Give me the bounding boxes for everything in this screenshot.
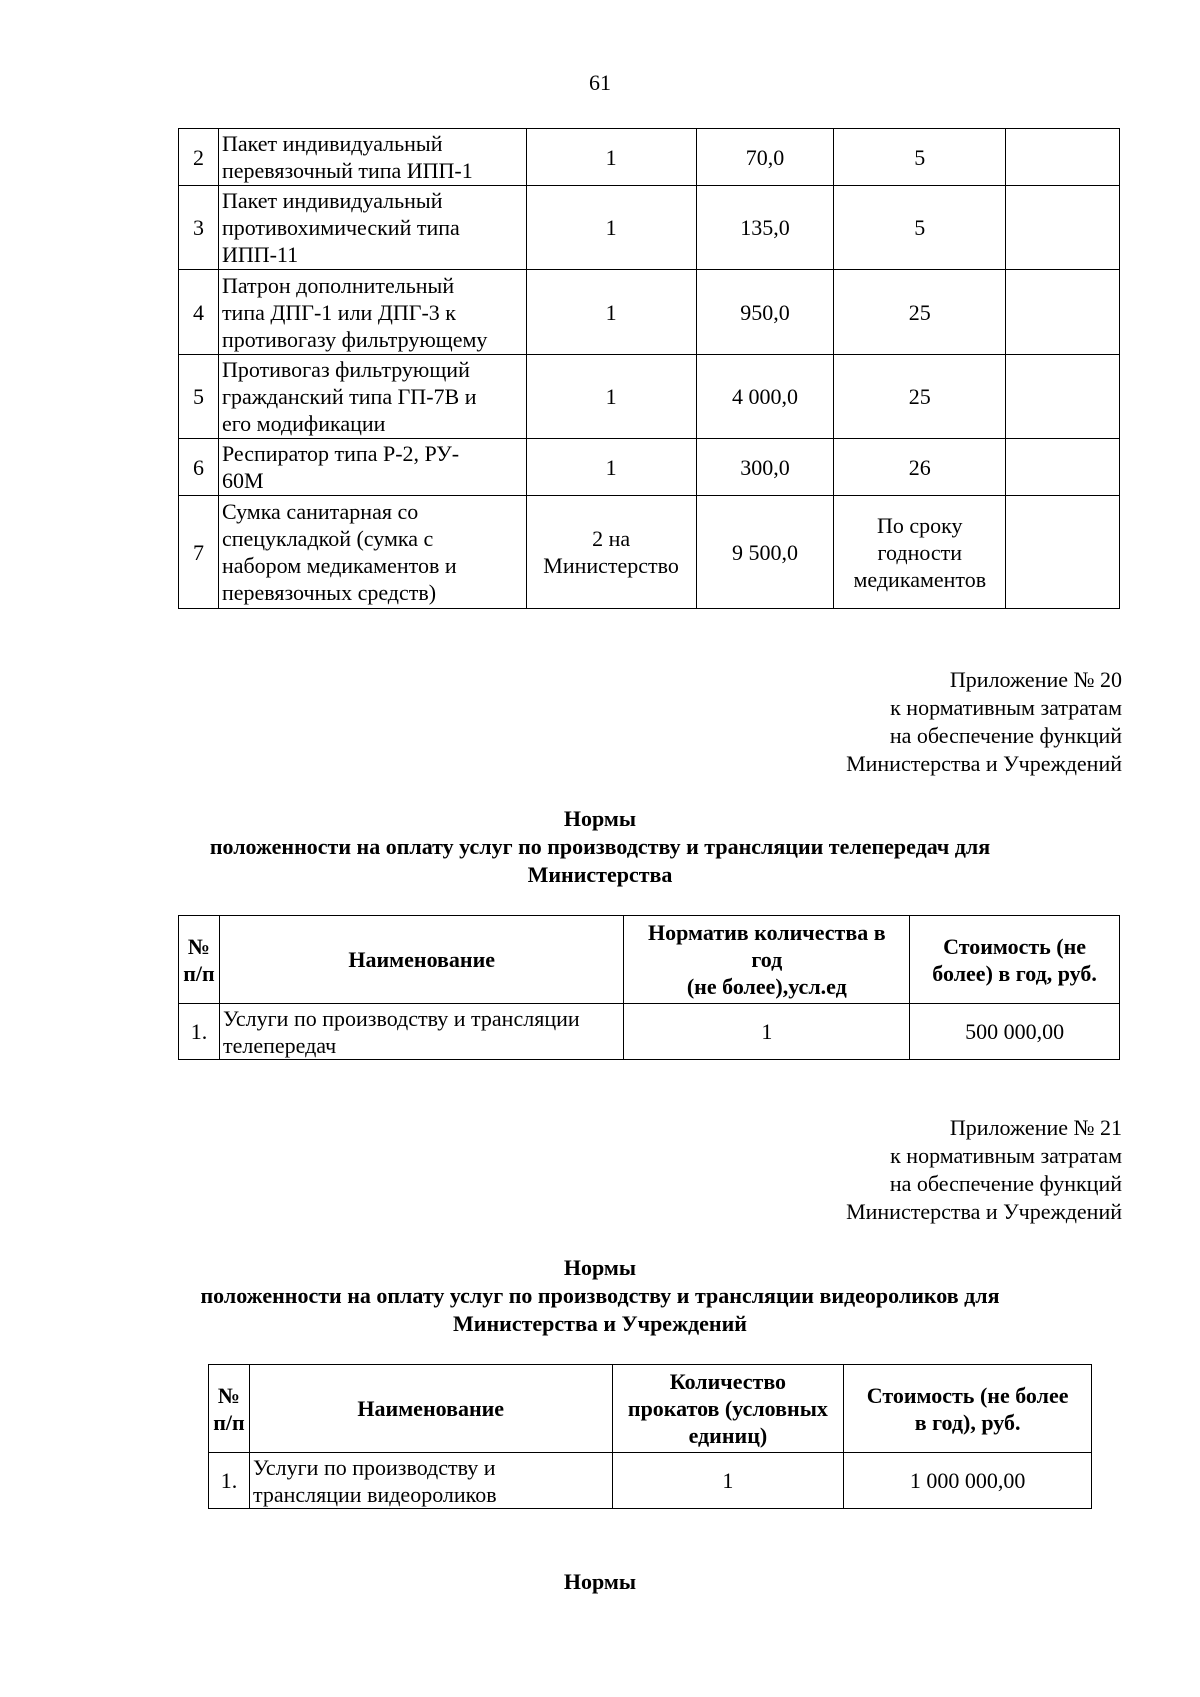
appendix-line: к нормативным затратам xyxy=(890,695,1122,720)
item-term: По сроку годности медикаментов xyxy=(834,496,1006,609)
item-term: 26 xyxy=(834,439,1006,496)
item-note xyxy=(1006,355,1120,439)
item-price: 9 500,0 xyxy=(696,496,834,609)
item-price: 135,0 xyxy=(696,186,834,270)
row-number: 5 xyxy=(179,355,219,439)
table-row xyxy=(209,1453,1092,1509)
item-term: 25 xyxy=(834,355,1006,439)
table-row xyxy=(179,439,1120,496)
item-name: Пакет индивидуальный перевязочный типа ИПП-1 xyxy=(218,129,526,186)
table-row xyxy=(179,129,1120,186)
item-quantity: 2 на Министерство xyxy=(526,496,696,609)
item-name: Противогаз фильтрующий гражданский типа ГП-7В и его модификации xyxy=(218,355,526,439)
item-name: Услуги по производству и трансляции телепередач xyxy=(219,1004,624,1060)
item-note xyxy=(1006,496,1120,609)
table-row xyxy=(179,270,1120,355)
heading-21 xyxy=(0,1254,1200,1338)
item-quantity: 1 xyxy=(526,439,696,496)
item-note xyxy=(1006,186,1120,270)
table-row xyxy=(179,496,1120,609)
item-name: Патрон дополнительный типа ДПГ-1 или ДПГ-3 к противогазу фильтрующему xyxy=(218,270,526,355)
heading-20 xyxy=(0,805,1200,889)
appendix-line: Министерства и Учреждений xyxy=(846,1199,1122,1224)
table-header-row xyxy=(209,1365,1092,1453)
appendix-title: Приложение № 21 xyxy=(949,1115,1122,1140)
appendix-line: Министерства и Учреждений xyxy=(846,751,1122,776)
table-header-row xyxy=(179,916,1120,1004)
item-name: Респиратор типа Р-2, РУ- 60М xyxy=(218,439,526,496)
item-quantity: 1 xyxy=(624,1004,910,1060)
item-quantity: 1 xyxy=(526,129,696,186)
item-quantity: 1 xyxy=(526,186,696,270)
row-number: 2 xyxy=(179,129,219,186)
appendix-line: к нормативным затратам xyxy=(890,1143,1122,1168)
appendix-20-block xyxy=(846,666,1122,778)
heading-line: положенности на оплату услуг по производству и трансляции телепередач для xyxy=(209,834,991,859)
heading-title: Нормы xyxy=(563,1255,637,1280)
item-name: Услуги по производству и трансляции видеороликов xyxy=(249,1453,612,1509)
item-name: Пакет индивидуальный противохимический типа ИПП-11 xyxy=(218,186,526,270)
item-price: 70,0 xyxy=(696,129,834,186)
row-number: 1. xyxy=(209,1453,250,1509)
header-name: Наименование xyxy=(219,916,624,1004)
item-note xyxy=(1006,439,1120,496)
heading-next: Нормы xyxy=(563,1569,637,1594)
item-quantity: 1 xyxy=(526,355,696,439)
appendix-title: Приложение № 20 xyxy=(949,667,1122,692)
header-cost: Стоимость (не более) в год, руб. xyxy=(910,916,1120,1004)
row-number: 1. xyxy=(179,1004,220,1060)
heading-line: Министерства и Учреждений xyxy=(453,1311,747,1336)
item-quantity: 1 xyxy=(526,270,696,355)
item-term: 5 xyxy=(834,186,1006,270)
heading-line: Министерства xyxy=(527,862,673,887)
table-row xyxy=(179,1004,1120,1060)
heading-line: положенности на оплату услуг по производству и трансляции видеороликов для xyxy=(200,1283,1000,1308)
table-row xyxy=(179,186,1120,270)
appendix-21-block xyxy=(846,1114,1122,1226)
header-quantity: Количество прокатов (условных единиц) xyxy=(612,1365,844,1453)
header-number: № п/п xyxy=(179,916,220,1004)
item-quantity: 1 xyxy=(612,1453,844,1509)
item-term: 5 xyxy=(834,129,1006,186)
item-note xyxy=(1006,270,1120,355)
equipment-table xyxy=(178,128,1120,609)
heading-title: Нормы xyxy=(563,806,637,831)
item-price: 4 000,0 xyxy=(696,355,834,439)
appendix-line: на обеспечение функций xyxy=(889,1171,1122,1196)
item-note xyxy=(1006,129,1120,186)
item-cost: 500 000,00 xyxy=(910,1004,1120,1060)
page-number: 61 xyxy=(589,70,611,95)
item-term: 25 xyxy=(834,270,1006,355)
header-quantity: Норматив количества в год (не более),усл.ед xyxy=(624,916,910,1004)
appendix-line: на обеспечение функций xyxy=(889,723,1122,748)
row-number: 6 xyxy=(179,439,219,496)
row-number: 7 xyxy=(179,496,219,609)
table-row xyxy=(179,355,1120,439)
header-number: № п/п xyxy=(209,1365,250,1453)
item-name: Сумка санитарная со спецукладкой (сумка с набором медикаментов и перевязочных средств) xyxy=(218,496,526,609)
row-number: 4 xyxy=(179,270,219,355)
item-price: 300,0 xyxy=(696,439,834,496)
header-cost: Стоимость (не более в год), руб. xyxy=(844,1365,1092,1453)
item-cost: 1 000 000,00 xyxy=(844,1453,1092,1509)
row-number: 3 xyxy=(179,186,219,270)
tv-services-table xyxy=(178,915,1120,1060)
header-name: Наименование xyxy=(249,1365,612,1453)
video-services-table xyxy=(208,1364,1092,1509)
item-price: 950,0 xyxy=(696,270,834,355)
